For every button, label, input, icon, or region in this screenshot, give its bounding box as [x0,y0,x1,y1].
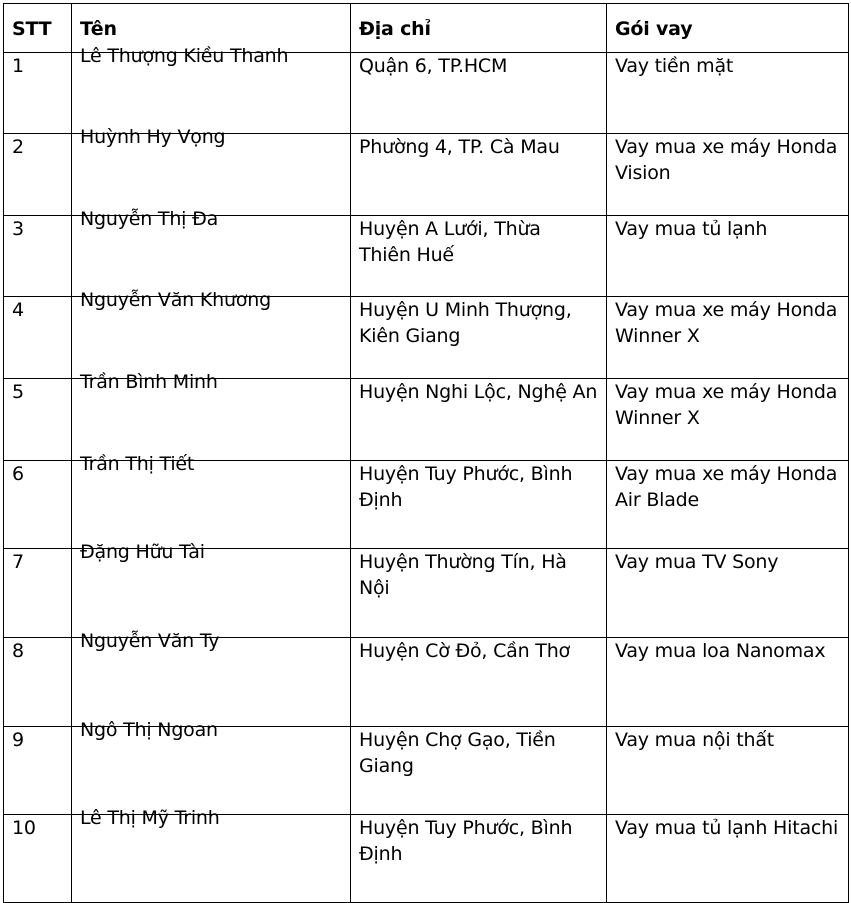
name-text: Lê Thị Mỹ Trinh [80,807,220,829]
cell-package: Vay mua xe máy Honda Winner X [607,297,849,379]
table-row [4,297,849,379]
cell-package: Vay mua nội thất [607,727,849,815]
cell-address: Huyện Thường Tín, Hà Nội [351,549,607,638]
cell-package: Vay mua TV Sony [607,549,849,638]
cell-address: Huyện Tuy Phước, Bình Định [351,815,607,903]
cell-stt: 5 [4,379,72,461]
cell-name [72,453,351,549]
table-row [4,549,849,638]
cell-name [72,126,351,216]
name-text: Trần Bình Minh [80,371,218,393]
cell-name [72,289,351,379]
cell-address: Quận 6, TP.HCM [351,53,607,134]
cell-name [72,208,351,297]
cell-name [72,541,351,638]
cell-address: Huyện Chợ Gạo, Tiền Giang [351,727,607,815]
table-row [4,461,849,549]
cell-package: Vay mua tủ lạnh [607,216,849,297]
cell-stt: 2 [4,134,72,216]
name-text: Huỳnh Hy Vọng [80,126,226,148]
cell-name [72,630,351,727]
cell-name [72,719,351,815]
header-name: Tên [72,4,351,53]
table-row [4,53,849,134]
cell-package: Vay mua xe máy Honda Air Blade [607,461,849,549]
name-text: Lê Thượng Kiều Thanh [80,45,289,67]
table-row [4,134,849,216]
cell-stt: 10 [4,815,72,903]
cell-stt: 9 [4,727,72,815]
name-text: Nguyễn Văn Khương [80,289,271,311]
table-row [4,815,849,903]
cell-name [72,45,351,134]
header-address: Địa chỉ [351,4,607,53]
cell-name [72,807,351,903]
cell-address: Huyện Tuy Phước, Bình Định [351,461,607,549]
cell-address: Phường 4, TP. Cà Mau [351,134,607,216]
cell-address: Huyện U Minh Thượng, Kiên Giang [351,297,607,379]
cell-stt: 7 [4,549,72,638]
name-text: Đặng Hữu Tài [80,541,205,563]
cell-package: Vay mua loa Nanomax [607,638,849,727]
table-row [4,727,849,815]
cell-address: Huyện Cờ Đỏ, Cần Thơ [351,638,607,727]
cell-stt: 4 [4,297,72,379]
cell-address: Huyện A Lưới, Thừa Thiên Huế [351,216,607,297]
cell-package: Vay tiền mặt [607,53,849,134]
header-package: Gói vay [607,4,849,53]
loan-table [3,3,849,903]
cell-stt: 8 [4,638,72,727]
name-text: Trần Thị Tiết [80,453,195,475]
table-row [4,638,849,727]
cell-stt: 1 [4,53,72,134]
cell-stt: 6 [4,461,72,549]
name-text: Nguyễn Văn Ty [80,630,220,652]
cell-name [72,371,351,461]
table-row [4,379,849,461]
cell-stt: 3 [4,216,72,297]
header-stt: STT [4,4,72,53]
table-row [4,216,849,297]
cell-address: Huyện Nghi Lộc, Nghệ An [351,379,607,461]
cell-package: Vay mua tủ lạnh Hitachi [607,815,849,903]
name-text: Ngô Thị Ngoan [80,719,218,741]
name-text: Nguyễn Thị Đa [80,208,219,230]
cell-package: Vay mua xe máy Honda Winner X [607,379,849,461]
cell-package: Vay mua xe máy Honda Vision [607,134,849,216]
